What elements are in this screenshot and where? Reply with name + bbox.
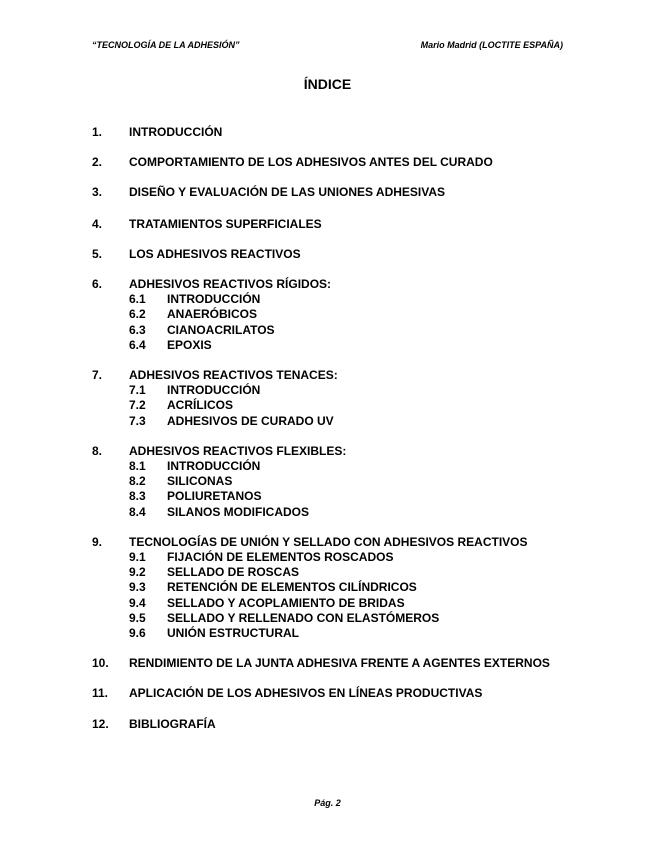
toc-section-number: 1.: [92, 125, 103, 139]
toc-section-row: [92, 656, 564, 671]
toc-subsection-title: EPOXIS: [167, 337, 212, 352]
toc-subsection: [129, 505, 564, 520]
toc-subsection-number: 7.1: [129, 383, 146, 398]
table-of-contents: [92, 110, 564, 732]
toc-section-number: 7.: [92, 368, 103, 383]
toc-section: [92, 444, 564, 520]
toc-subsection-number: 7.3: [129, 413, 146, 428]
toc-subsection: [129, 414, 564, 429]
toc-subsection-title: SILANOS MODIFICADOS: [167, 504, 310, 519]
toc-subsection-title: ANAERÓBICOS: [167, 307, 258, 322]
toc-subsection-title: INTRODUCCIÓN: [167, 459, 261, 474]
toc-section-row: [92, 247, 564, 262]
toc-section: [92, 247, 564, 262]
toc-section-number: 4.: [92, 216, 103, 231]
toc-section-title: INTRODUCCIÓN: [129, 125, 223, 139]
toc-section-row: [92, 535, 564, 550]
toc-section-number: 12.: [92, 716, 109, 731]
toc-subsection-number: 6.1: [129, 292, 146, 307]
toc-section: [92, 185, 564, 200]
toc-section: [92, 368, 564, 429]
toc-section-title: APLICACIÓN DE LOS ADHESIVOS EN LÍNEAS PRODUCTIVAS: [129, 686, 483, 701]
toc-section-row: [92, 368, 564, 383]
toc-subsection-number: 6.3: [129, 322, 146, 337]
toc-section-title: RENDIMIENTO DE LA JUNTA ADHESIVA FRENTE A AGENTES EXTERNOS: [129, 656, 550, 671]
toc-subsection-title: SELLADO Y RELLENADO CON ELASTÓMEROS: [167, 610, 440, 625]
toc-subsection-number: 9.5: [129, 610, 146, 625]
toc-section-number: 2.: [92, 155, 103, 170]
toc-subsection-number: 8.3: [129, 489, 146, 504]
page-number: Pág. 2: [314, 798, 341, 808]
toc-subsection: [129, 292, 564, 307]
toc-section-row: [92, 717, 564, 732]
running-header-title: “TECNOLOGÍA DE LA ADHESIÓN”: [92, 40, 240, 50]
toc-subsection: [129, 383, 564, 398]
toc-section-number: 9.: [92, 534, 103, 549]
toc-section: [92, 217, 564, 232]
running-header-author: Mario Madrid (LOCTITE ESPAÑA): [420, 40, 563, 50]
toc-subsection: [129, 611, 564, 626]
toc-section-title: BIBLIOGRAFÍA: [129, 716, 216, 731]
toc-subsection-title: ADHESIVOS DE CURADO UV: [167, 413, 334, 428]
toc-subsection-number: 9.4: [129, 595, 146, 610]
toc-subsection: [129, 323, 564, 338]
toc-subsection-number: 7.2: [129, 398, 146, 413]
toc-subsection-title: SILICONAS: [167, 474, 233, 489]
toc-section-title: DISEÑO Y EVALUACIÓN DE LAS UNIONES ADHESIVAS: [129, 185, 446, 200]
toc-section-number: 3.: [92, 185, 103, 200]
toc-subsection-title: UNIÓN ESTRUCTURAL: [167, 626, 299, 641]
toc-subsection: [129, 489, 564, 504]
toc-section-title: ADHESIVOS REACTIVOS TENACES:: [129, 368, 338, 383]
toc-section: [92, 125, 564, 140]
toc-subsection-title: RETENCIÓN DE ELEMENTOS CILÍNDRICOS: [167, 580, 417, 595]
toc-subsection-title: CIANOACRILATOS: [167, 322, 275, 337]
toc-section-number: 8.: [92, 443, 103, 458]
toc-section-number: 5.: [92, 246, 103, 261]
toc-subsection-title: SELLADO Y ACOPLAMIENTO DE BRIDAS: [167, 595, 405, 610]
toc-section-title: COMPORTAMIENTO DE LOS ADHESIVOS ANTES DEL CURADO: [129, 155, 493, 170]
toc-section: [92, 686, 564, 701]
toc-section-number: 6.: [92, 277, 103, 292]
toc-section-row: [92, 155, 564, 170]
toc-subsection-number: 9.1: [129, 550, 146, 565]
toc-section-row: [92, 185, 564, 200]
toc-subsection-number: 8.2: [129, 474, 146, 489]
toc-section: [92, 155, 564, 170]
toc-section-title: ADHESIVOS REACTIVOS RÍGIDOS:: [129, 277, 332, 292]
toc-subsection-number: 9.6: [129, 626, 146, 641]
toc-subsection: [129, 398, 564, 413]
toc-section-title: TECNOLOGÍAS DE UNIÓN Y SELLADO CON ADHESIVOS REACTIVOS: [129, 534, 528, 549]
toc-section-number: 10.: [92, 656, 109, 671]
toc-section: [92, 277, 564, 353]
toc-subsection: [129, 596, 564, 611]
toc-subsection: [129, 580, 564, 595]
toc-subsection-title: SELLADO DE ROSCAS: [167, 565, 300, 580]
toc-subsection: [129, 459, 564, 474]
toc-subsection: [129, 338, 564, 353]
toc-subsection: [129, 565, 564, 580]
toc-subsection-number: 6.2: [129, 307, 146, 322]
toc-subsection-number: 8.4: [129, 504, 146, 519]
toc-section: [92, 717, 564, 732]
toc-section-title: ADHESIVOS REACTIVOS FLEXIBLES:: [129, 443, 347, 458]
toc-subsection-title: INTRODUCCIÓN: [167, 292, 261, 307]
toc-section-title: LOS ADHESIVOS REACTIVOS: [129, 246, 301, 261]
toc-section: [92, 535, 564, 641]
toc-subsection-number: 8.1: [129, 459, 146, 474]
toc-subsection-title: ACRÍLICOS: [167, 398, 233, 413]
page-title: ÍNDICE: [303, 76, 352, 92]
toc-section-row: [92, 217, 564, 232]
toc-subsection-title: INTRODUCCIÓN: [167, 383, 261, 398]
toc-subsection-number: 9.3: [129, 580, 146, 595]
toc-subsection: [129, 626, 564, 641]
toc-subsection: [129, 307, 564, 322]
toc-subsection-number: 9.2: [129, 565, 146, 580]
toc-section-row: [92, 686, 564, 701]
toc-subsection-title: FIJACIÓN DE ELEMENTOS ROSCADOS: [167, 550, 394, 565]
toc-subsection: [129, 550, 564, 565]
toc-section: [92, 656, 564, 671]
toc-section-title: TRATAMIENTOS SUPERFICIALES: [129, 216, 322, 231]
toc-section-row: [92, 444, 564, 459]
toc-subsection-number: 6.4: [129, 337, 146, 352]
toc-section-row: [92, 125, 564, 140]
toc-subsection-title: POLIURETANOS: [167, 489, 262, 504]
toc-section-row: [92, 277, 564, 292]
toc-section-number: 11.: [92, 686, 109, 701]
toc-subsection: [129, 474, 564, 489]
